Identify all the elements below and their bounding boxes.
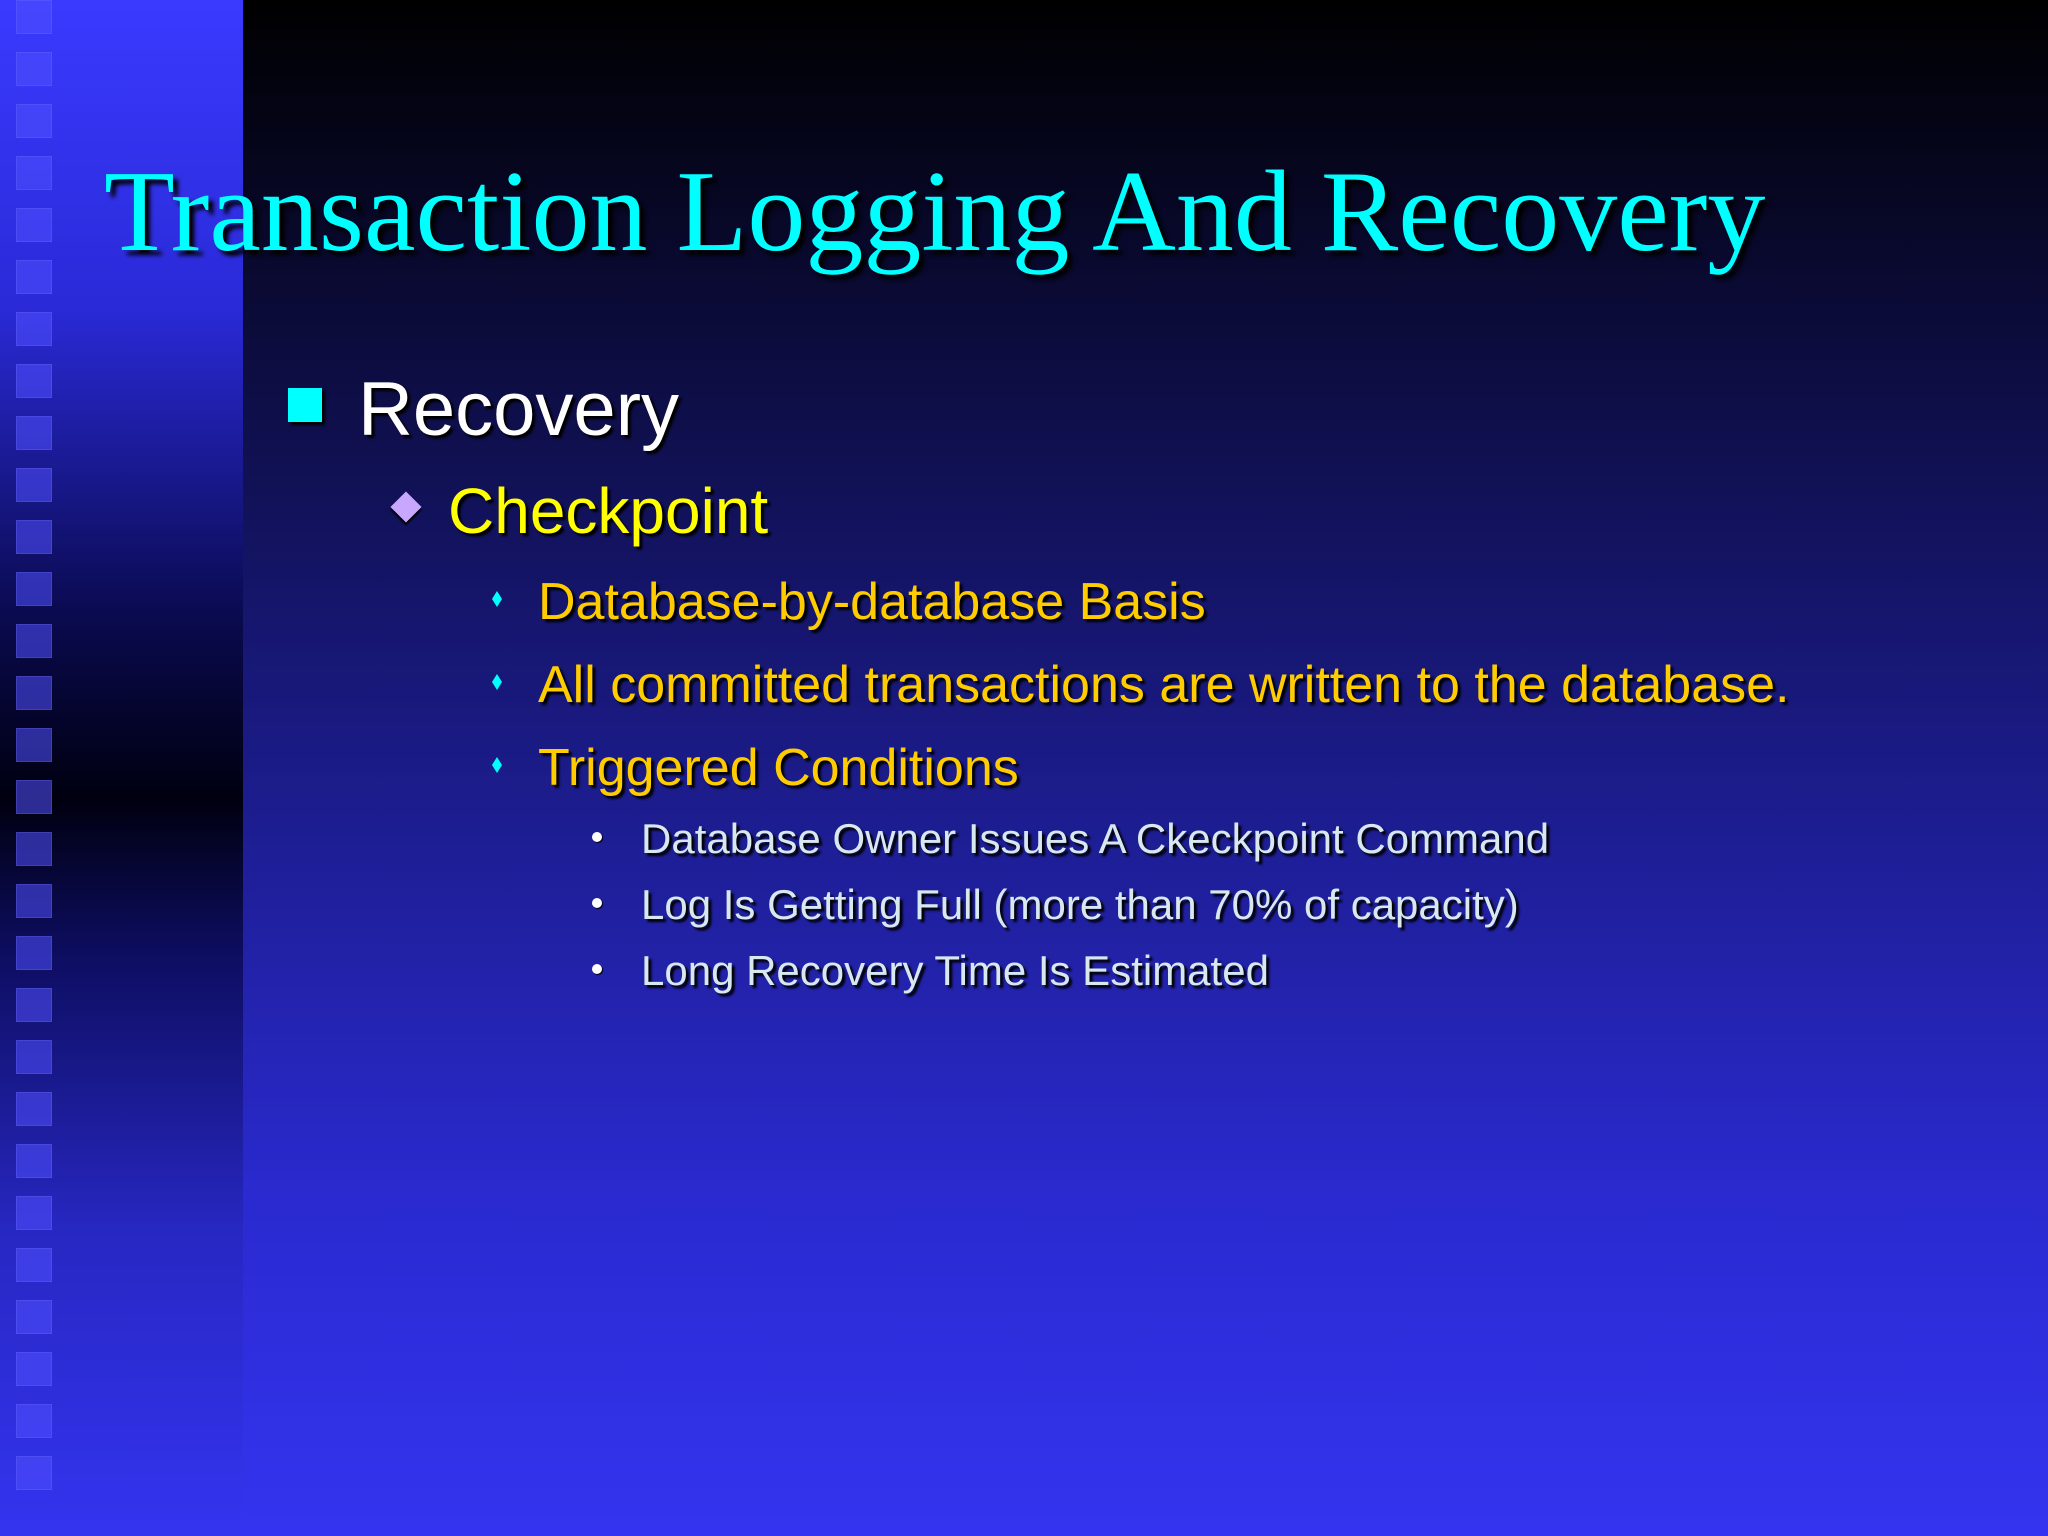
bullet-log-full: Log Is Getting Full (more than 70% of capacity) (641, 881, 1519, 928)
bullet-owner-checkpoint-command: Database Owner Issues A Ckeckpoint Command (641, 815, 1550, 862)
small-diamond-bullet-icon (492, 674, 502, 690)
bullet-database-basis: Database-by-database Basis (538, 573, 1206, 631)
slide-title: Transaction Logging And Recovery (104, 148, 1766, 276)
dot-bullet-icon (592, 898, 602, 908)
diamond-bullet-icon (390, 491, 421, 522)
bullet-committed-transactions: All committed transactions are written to the database. (538, 656, 1790, 714)
square-bullet-icon (288, 388, 322, 422)
side-squares-pattern (16, 0, 56, 1536)
small-diamond-bullet-icon (492, 757, 502, 773)
bullet-checkpoint: Checkpoint (448, 475, 769, 547)
bullet-triggered-conditions: Triggered Conditions (538, 739, 1019, 797)
small-diamond-bullet-icon (492, 591, 502, 607)
bullet-long-recovery: Long Recovery Time Is Estimated (641, 947, 1269, 994)
bullet-recovery: Recovery (358, 367, 679, 452)
dot-bullet-icon (592, 832, 602, 842)
dot-bullet-icon (592, 964, 602, 974)
